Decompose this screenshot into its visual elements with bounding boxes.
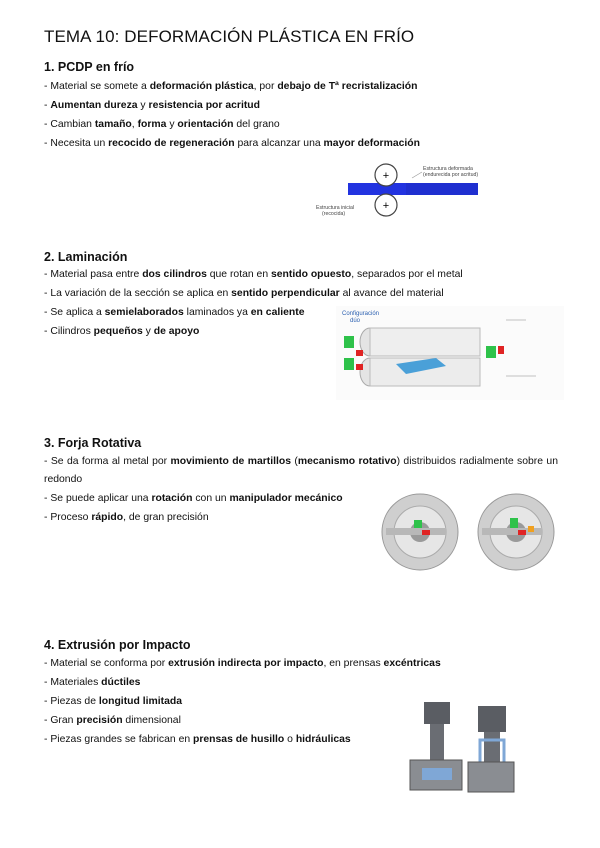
metal-strip-initial [348,183,406,195]
section-3-heading: 3. Forja Rotativa [44,436,142,450]
s3-bullet [44,492,343,506]
text-run: , de gran precisión [123,512,209,523]
bold-term: mayor deformación [323,138,420,149]
bold-term: longitud limitada [98,696,182,707]
bold-term: sentido opuesto [270,269,352,280]
s2-bullet [44,306,305,320]
text-run: - Material se conforma por [44,658,169,669]
bold-term: mecanismo rotativo [297,456,397,467]
text-run: - Se aplica a [44,307,105,318]
bold-term: precisión [76,715,123,726]
s1-bullet [44,99,260,113]
text-run: para alcanzar una [234,138,324,149]
bold-term: orientación [177,119,234,130]
roll-red [356,350,363,356]
bold-term: dúctiles [101,677,141,688]
text-run: - Piezas grandes se fabrican en [44,734,194,745]
s4-bullet [44,733,351,747]
roll-red [356,364,363,370]
s2-bullet [44,287,444,301]
impact-extrusion-figure [406,700,518,798]
text-run: ( [291,456,298,467]
s4-bullet [44,695,182,709]
s3-bullet [44,511,209,525]
s1-bullet [44,137,420,151]
bold-term: tamaño [94,119,132,130]
bold-term: de apoyo [153,326,200,337]
bold-term: extrusión indirecta por impacto [168,658,324,669]
bold-term: rotación [151,493,193,504]
die-left [410,702,462,790]
text-run: , por [253,81,278,92]
bold-term: dos cilindros [142,269,207,280]
text-run: con un [192,493,230,504]
bold-term: recocido de regeneración [108,138,235,149]
label-config: Configuración [342,311,380,317]
bold-term: manipulador mecánico [229,493,343,504]
s4-bullet [44,676,140,690]
rolling-mill-figure [336,306,564,400]
text-run: del grano [233,119,280,130]
bold-term: rápido [91,512,124,523]
text-run: - La variación de la sección se aplica en [44,288,232,299]
s2-bullet [44,268,463,282]
text-run: - Cambian [44,119,95,130]
text-run: ) distribuidos radialmente sobre un redondo [44,456,558,485]
label-deformed-2: (endurecida por acritud) [423,172,479,178]
svg-text:+: + [382,170,390,182]
s4-bullet [44,657,441,671]
bold-term: excéntricas [383,658,441,669]
text-run: o [284,734,296,745]
text-run: - Material pasa entre [44,269,143,280]
text-run: dimensional [122,715,181,726]
svg-text:+: + [382,200,390,212]
text-run: - Gran [44,715,77,726]
bold-term: en caliente [250,307,305,318]
s4-bullet [44,714,181,728]
text-run: - Material se somete a [44,81,150,92]
text-run: laminados ya [183,307,251,318]
bold-term: resistencia por acritud [148,100,260,111]
section-1-heading: 1. PCDP en frío [44,60,135,74]
text-run: y [166,119,178,130]
text-run: - Cilindros [44,326,94,337]
page-title: TEMA 10: DEFORMACIÓN PLÁSTICA EN FRÍO [44,27,415,46]
section-4-heading: 4. Extrusión por Impacto [44,638,191,652]
text-run: - Materiales [44,677,102,688]
label-deformed: Estructura deformada [423,166,473,172]
roll-green [344,336,354,348]
section-2-heading: 2. Laminación [44,250,128,264]
cold-deformation-figure [312,158,492,224]
bold-term: movimiento de martillos [170,456,292,467]
bold-term: debajo de Tª recristalización [277,81,418,92]
rotary-head-right [478,494,554,570]
rotary-head-left [382,494,458,570]
text-run: - Piezas de [44,696,99,707]
label-duo: dúo [350,318,361,324]
bold-term: prensas de husillo [193,734,285,745]
bold-term: Aumentan dureza [50,100,138,111]
text-run: - Se puede aplicar una [44,493,152,504]
text-run: - Se da forma al metal por [44,456,171,467]
s1-bullet [44,80,417,94]
text-run: , separados por el metal [351,269,463,280]
s1-bullet [44,118,280,132]
text-run: , en prensas [323,658,384,669]
label-initial-2: (recocida) [322,211,346,217]
rotary-forging-figure [376,482,568,574]
text-run: al avance del material [339,288,444,299]
bold-term: sentido perpendicular [231,288,340,299]
bold-term: deformación plástica [149,81,254,92]
die-right [468,706,514,792]
bold-term: pequeños [93,326,143,337]
text-run: que rotan en [206,269,271,280]
text-run: - Necesita un [44,138,109,149]
s2-bullet [44,325,199,339]
text-run: y [142,326,154,337]
bold-term: semielaborados [104,307,184,318]
text-run: - [44,100,51,111]
text-run: , [131,119,138,130]
bold-term: hidráulicas [295,734,351,745]
label-initial: Estructura inicial [316,205,355,211]
text-run: - Proceso [44,512,92,523]
roll-green [344,358,354,370]
text-run: y [137,100,149,111]
bold-term: forma [137,119,167,130]
